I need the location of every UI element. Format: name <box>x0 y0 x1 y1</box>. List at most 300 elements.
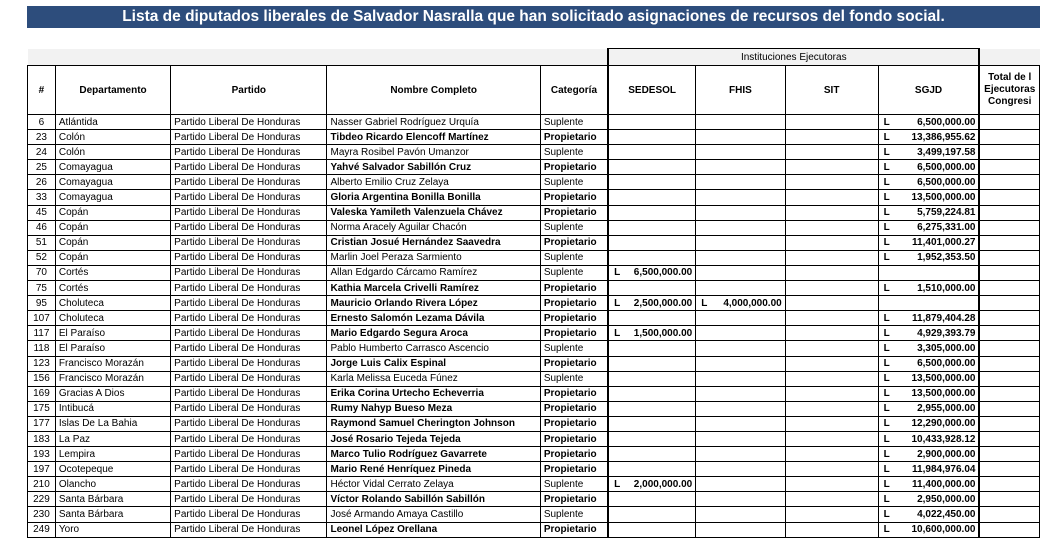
departamento-cell: Atlántida <box>55 115 170 130</box>
row-number: 193 <box>28 447 56 462</box>
currency-symbol: L <box>883 508 890 520</box>
row-number: 169 <box>28 386 56 401</box>
currency-symbol: L <box>883 176 890 188</box>
sit-cell <box>785 371 878 386</box>
row-number: 46 <box>28 220 56 235</box>
fhis-cell <box>696 386 786 401</box>
sedesol-cell <box>608 235 696 250</box>
currency-symbol: L <box>614 327 621 339</box>
categoria-cell: Propietario <box>540 205 608 220</box>
categoria-cell: Suplente <box>540 175 608 190</box>
total-cell <box>979 190 1039 205</box>
sgjd-cell <box>878 326 979 341</box>
row-number: 51 <box>28 235 56 250</box>
row-number: 24 <box>28 145 56 160</box>
departamento-cell: Intibucá <box>55 401 170 416</box>
currency-symbol: L <box>883 493 890 505</box>
col-header-total <box>979 66 1039 115</box>
sit-cell <box>785 130 878 145</box>
sgjd-amount: 13,500,000.00 <box>911 373 976 385</box>
sit-cell <box>785 265 878 280</box>
currency-symbol: L <box>614 297 621 309</box>
currency-symbol: L <box>883 433 890 445</box>
total-cell <box>979 522 1039 537</box>
categoria-cell: Suplente <box>540 115 608 130</box>
currency-symbol: L <box>883 358 890 370</box>
table-row <box>28 115 1040 130</box>
sedesol-cell <box>608 371 696 386</box>
departamento-cell: Gracias A Dios <box>55 386 170 401</box>
total-header-line: Ejecutoras <box>984 84 1036 95</box>
currency-symbol: L <box>883 207 890 219</box>
partido-cell: Partido Liberal De Honduras <box>171 311 327 326</box>
departamento-cell: Colón <box>55 145 170 160</box>
sedesol-cell <box>608 326 696 341</box>
currency-symbol: L <box>883 131 890 143</box>
sgjd-amount: 12,290,000.00 <box>911 418 976 430</box>
categoria-cell: Propietario <box>540 416 608 431</box>
categoria-cell: Suplente <box>540 220 608 235</box>
total-cell <box>979 431 1039 446</box>
partido-cell: Partido Liberal De Honduras <box>171 220 327 235</box>
sgjd-cell <box>878 205 979 220</box>
fhis-cell <box>696 326 786 341</box>
nombre-cell: Mauricio Orlando Rivera López <box>327 296 540 311</box>
sedesol-cell <box>608 145 696 160</box>
nombre-cell: Norma Aracely Aguilar Chacón <box>327 220 540 235</box>
fhis-cell <box>696 492 786 507</box>
nombre-cell: Valeska Yamileth Valenzuela Chávez <box>327 205 540 220</box>
partido-cell: Partido Liberal De Honduras <box>171 175 327 190</box>
row-number: 175 <box>28 401 56 416</box>
sgjd-cell <box>878 416 979 431</box>
partido-cell: Partido Liberal De Honduras <box>171 235 327 250</box>
categoria-cell: Propietario <box>540 235 608 250</box>
sgjd-amount: 11,984,976.04 <box>912 463 976 475</box>
categoria-cell: Propietario <box>540 311 608 326</box>
sgjd-cell <box>878 371 979 386</box>
row-number: 230 <box>28 507 56 522</box>
sedesol-cell <box>608 386 696 401</box>
departamento-cell: El Paraíso <box>55 326 170 341</box>
sit-cell <box>785 477 878 492</box>
table-row <box>28 492 1040 507</box>
categoria-cell: Suplente <box>540 507 608 522</box>
currency-symbol: L <box>883 327 890 339</box>
nombre-cell: Karla Melissa Euceda Fúnez <box>327 371 540 386</box>
sgjd-amount: 1,510,000.00 <box>917 282 976 294</box>
sgjd-cell <box>878 507 979 522</box>
table-row <box>28 507 1040 522</box>
table-row <box>28 462 1040 477</box>
categoria-cell: Suplente <box>540 265 608 280</box>
sedesol-cell <box>608 190 696 205</box>
nombre-cell: Leonel López Orellana <box>327 522 540 537</box>
sit-cell <box>785 386 878 401</box>
col-header-sit: SIT <box>785 66 878 115</box>
fhis-cell <box>696 190 786 205</box>
partido-cell: Partido Liberal De Honduras <box>171 431 327 446</box>
fhis-cell <box>696 281 786 296</box>
sit-cell <box>785 220 878 235</box>
nombre-cell: Ernesto Salomón Lezama Dávila <box>327 311 540 326</box>
departamento-cell: Copán <box>55 220 170 235</box>
total-cell <box>979 311 1039 326</box>
departamento-cell: Comayagua <box>55 175 170 190</box>
row-number: 117 <box>28 326 56 341</box>
sgjd-amount: 5,759,224.81 <box>917 207 976 219</box>
sedesol-cell <box>608 311 696 326</box>
sedesol-cell <box>608 477 696 492</box>
row-number: 183 <box>28 431 56 446</box>
nombre-cell: Marco Tulio Rodríguez Gavarrete <box>327 447 540 462</box>
nombre-cell: Pablo Humberto Carrasco Ascencio <box>327 341 540 356</box>
categoria-cell: Propietario <box>540 356 608 371</box>
fhis-cell <box>696 160 786 175</box>
nombre-cell: Alberto Emilio Cruz Zelaya <box>327 175 540 190</box>
sgjd-amount: 6,500,000.00 <box>917 358 976 370</box>
total-cell <box>979 145 1039 160</box>
sgjd-amount: 6,500,000.00 <box>917 116 976 128</box>
partido-cell: Partido Liberal De Honduras <box>171 115 327 130</box>
total-cell <box>979 341 1039 356</box>
table-row <box>28 311 1040 326</box>
row-number: 23 <box>28 130 56 145</box>
fhis-cell <box>696 477 786 492</box>
nombre-cell: Jorge Luis Calix Espinal <box>327 356 540 371</box>
sit-cell <box>785 145 878 160</box>
categoria-cell: Propietario <box>540 431 608 446</box>
departamento-cell: Choluteca <box>55 311 170 326</box>
total-cell <box>979 477 1039 492</box>
sgjd-cell <box>878 130 979 145</box>
fhis-cell <box>696 356 786 371</box>
sgjd-cell <box>878 311 979 326</box>
partido-cell: Partido Liberal De Honduras <box>171 296 327 311</box>
row-number: 95 <box>28 296 56 311</box>
sedesol-amount: 2,000,000.00 <box>633 478 693 490</box>
sit-cell <box>785 341 878 356</box>
departamento-cell: Santa Bárbara <box>55 507 170 522</box>
currency-symbol: L <box>883 478 890 490</box>
sedesol-cell <box>608 522 696 537</box>
fhis-cell <box>696 462 786 477</box>
currency-symbol: L <box>883 252 890 264</box>
sgjd-cell <box>878 431 979 446</box>
total-cell <box>979 220 1039 235</box>
sit-cell <box>785 296 878 311</box>
fhis-cell <box>696 401 786 416</box>
total-cell <box>979 281 1039 296</box>
departamento-cell: Lempira <box>55 447 170 462</box>
departamento-cell: Comayagua <box>55 160 170 175</box>
nombre-cell: Mayra Rosibel Pavón Umanzor <box>327 145 540 160</box>
total-cell <box>979 160 1039 175</box>
table-row <box>28 326 1040 341</box>
total-cell <box>979 371 1039 386</box>
fhis-cell <box>696 416 786 431</box>
fhis-cell <box>696 130 786 145</box>
total-cell <box>979 386 1039 401</box>
currency-symbol: L <box>614 478 621 490</box>
currency-symbol: L <box>883 342 890 354</box>
sgjd-amount: 6,500,000.00 <box>917 161 976 173</box>
nombre-cell: Erika Corina Urtecho Echeverria <box>327 386 540 401</box>
currency-symbol: L <box>701 297 708 309</box>
total-cell <box>979 401 1039 416</box>
row-number: 107 <box>28 311 56 326</box>
table-row <box>28 386 1040 401</box>
fhis-cell <box>696 447 786 462</box>
table-row <box>28 205 1040 220</box>
categoria-cell: Propietario <box>540 296 608 311</box>
row-number: 70 <box>28 265 56 280</box>
table-row <box>28 356 1040 371</box>
sedesol-cell <box>608 431 696 446</box>
departamento-cell: Choluteca <box>55 296 170 311</box>
sedesol-amount: 6,500,000.00 <box>633 267 693 279</box>
row-number: 52 <box>28 250 56 265</box>
sit-cell <box>785 492 878 507</box>
fhis-cell <box>696 265 786 280</box>
total-cell <box>979 296 1039 311</box>
table-row <box>28 522 1040 537</box>
sedesol-cell <box>608 115 696 130</box>
col-header-nombre: Nombre Completo <box>327 66 540 115</box>
table-row <box>28 235 1040 250</box>
col-header-number: # <box>28 66 56 115</box>
partido-cell: Partido Liberal De Honduras <box>171 462 327 477</box>
sgjd-amount: 10,600,000.00 <box>911 524 976 536</box>
fhis-cell <box>696 250 786 265</box>
total-cell <box>979 175 1039 190</box>
table-row <box>28 281 1040 296</box>
currency-symbol: L <box>883 116 890 128</box>
sedesol-cell <box>608 250 696 265</box>
institutions-group-header: Instituciones Ejecutoras <box>608 49 979 66</box>
partido-cell: Partido Liberal De Honduras <box>171 130 327 145</box>
sedesol-cell <box>608 401 696 416</box>
total-cell <box>979 250 1039 265</box>
total-cell <box>979 205 1039 220</box>
partido-cell: Partido Liberal De Honduras <box>171 386 327 401</box>
sedesol-cell <box>608 492 696 507</box>
partido-cell: Partido Liberal De Honduras <box>171 356 327 371</box>
currency-symbol: L <box>883 403 890 415</box>
sgjd-cell <box>878 175 979 190</box>
sit-cell <box>785 522 878 537</box>
col-header-sedesol: SEDESOL <box>608 66 696 115</box>
sedesol-cell <box>608 356 696 371</box>
nombre-cell: Mario René Henríquez Pineda <box>327 462 540 477</box>
departamento-cell: Cortés <box>55 281 170 296</box>
nombre-cell: Mario Edgardo Segura Aroca <box>327 326 540 341</box>
table-row <box>28 145 1040 160</box>
sgjd-amount: 2,950,000.00 <box>917 493 976 505</box>
sedesol-amount: 1,500,000.00 <box>633 327 693 339</box>
currency-symbol: L <box>883 373 890 385</box>
total-cell <box>979 492 1039 507</box>
total-cell <box>979 507 1039 522</box>
sgjd-amount: 2,955,000.00 <box>917 403 976 415</box>
sgjd-amount: 13,386,955.62 <box>911 131 976 143</box>
fhis-cell <box>696 296 786 311</box>
sit-cell <box>785 462 878 477</box>
row-number: 6 <box>28 115 56 130</box>
currency-symbol: L <box>883 388 890 400</box>
sit-cell <box>785 416 878 431</box>
sgjd-amount: 4,929,393.79 <box>917 327 976 339</box>
sgjd-cell <box>878 190 979 205</box>
departamento-cell: Colón <box>55 130 170 145</box>
currency-symbol: L <box>883 146 890 158</box>
sgjd-amount: 11,400,000.00 <box>912 478 976 490</box>
total-cell <box>979 115 1039 130</box>
partido-cell: Partido Liberal De Honduras <box>171 447 327 462</box>
sedesol-cell <box>608 447 696 462</box>
sgjd-cell <box>878 296 979 311</box>
categoria-cell: Propietario <box>540 492 608 507</box>
partido-cell: Partido Liberal De Honduras <box>171 401 327 416</box>
sgjd-cell <box>878 447 979 462</box>
categoria-cell: Suplente <box>540 145 608 160</box>
departamento-cell: La Paz <box>55 431 170 446</box>
departamento-cell: Comayagua <box>55 190 170 205</box>
partido-cell: Partido Liberal De Honduras <box>171 205 327 220</box>
partido-cell: Partido Liberal De Honduras <box>171 250 327 265</box>
fhis-cell <box>696 235 786 250</box>
currency-symbol: L <box>883 282 890 294</box>
table-row <box>28 250 1040 265</box>
sedesol-cell <box>608 130 696 145</box>
sgjd-amount: 6,500,000.00 <box>917 176 976 188</box>
categoria-cell: Propietario <box>540 281 608 296</box>
departamento-cell: Copán <box>55 235 170 250</box>
departamento-cell: Francisco Morazán <box>55 371 170 386</box>
fhis-cell <box>696 431 786 446</box>
sedesol-cell <box>608 205 696 220</box>
deputies-table <box>27 48 1040 538</box>
table-row <box>28 190 1040 205</box>
nombre-cell: Tibdeo Ricardo Elencoff Martínez <box>327 130 540 145</box>
nombre-cell: José Armando Amaya Castillo <box>327 507 540 522</box>
sedesol-cell <box>608 160 696 175</box>
col-header-partido: Partido <box>171 66 327 115</box>
nombre-cell: Kathia Marcela Crivelli Ramírez <box>327 281 540 296</box>
nombre-cell: Víctor Rolando Sabillón Sabillón <box>327 492 540 507</box>
nombre-cell: Cristian Josué Hernández Saavedra <box>327 235 540 250</box>
col-header-categoria: Categoría <box>540 66 608 115</box>
sgjd-cell <box>878 235 979 250</box>
currency-symbol: L <box>883 161 890 173</box>
sgjd-cell <box>878 220 979 235</box>
row-number: 249 <box>28 522 56 537</box>
sit-cell <box>785 281 878 296</box>
total-cell <box>979 416 1039 431</box>
categoria-cell: Suplente <box>540 477 608 492</box>
total-cell <box>979 447 1039 462</box>
sgjd-amount: 11,401,000.27 <box>912 237 976 249</box>
sit-cell <box>785 326 878 341</box>
currency-symbol: L <box>883 448 890 460</box>
categoria-cell: Propietario <box>540 326 608 341</box>
row-number: 26 <box>28 175 56 190</box>
sgjd-amount: 13,500,000.00 <box>911 388 976 400</box>
row-number: 197 <box>28 462 56 477</box>
partido-cell: Partido Liberal De Honduras <box>171 265 327 280</box>
sgjd-cell <box>878 281 979 296</box>
table-row <box>28 401 1040 416</box>
departamento-cell: Copán <box>55 250 170 265</box>
sgjd-cell <box>878 265 979 280</box>
categoria-cell: Propietario <box>540 160 608 175</box>
fhis-cell <box>696 145 786 160</box>
row-number: 156 <box>28 371 56 386</box>
sit-cell <box>785 175 878 190</box>
fhis-amount: 4,000,000.00 <box>723 297 782 309</box>
categoria-cell: Propietario <box>540 447 608 462</box>
sgjd-amount: 1,952,353.50 <box>917 252 976 264</box>
sit-cell <box>785 447 878 462</box>
departamento-cell: Cortés <box>55 265 170 280</box>
partido-cell: Partido Liberal De Honduras <box>171 326 327 341</box>
total-cell <box>979 130 1039 145</box>
col-header-sgjd: SGJD <box>878 66 979 115</box>
sgjd-amount: 10,433,928.12 <box>911 433 976 445</box>
total-cell <box>979 462 1039 477</box>
departamento-cell: Francisco Morazán <box>55 356 170 371</box>
currency-symbol: L <box>883 192 890 204</box>
currency-symbol: L <box>883 418 890 430</box>
fhis-cell <box>696 341 786 356</box>
col-header-departamento: Departamento <box>55 66 170 115</box>
partido-cell: Partido Liberal De Honduras <box>171 160 327 175</box>
nombre-cell: Nasser Gabriel Rodríguez Urquía <box>327 115 540 130</box>
table-row <box>28 477 1040 492</box>
categoria-cell: Suplente <box>540 250 608 265</box>
categoria-cell: Propietario <box>540 386 608 401</box>
partido-cell: Partido Liberal De Honduras <box>171 190 327 205</box>
sit-cell <box>785 250 878 265</box>
table-row <box>28 431 1040 446</box>
row-number: 33 <box>28 190 56 205</box>
nombre-cell: Héctor Vidal Cerrato Zelaya <box>327 477 540 492</box>
fhis-cell <box>696 205 786 220</box>
sgjd-cell <box>878 462 979 477</box>
nombre-cell: Yahvé Salvador Sabillón Cruz <box>327 160 540 175</box>
categoria-cell: Propietario <box>540 462 608 477</box>
row-number: 118 <box>28 341 56 356</box>
sedesol-cell <box>608 462 696 477</box>
departamento-cell: Olancho <box>55 477 170 492</box>
sit-cell <box>785 431 878 446</box>
departamento-cell: Ocotepeque <box>55 462 170 477</box>
document-title: Lista de diputados liberales de Salvador Nasralla que han solicitado asignaciones de recursos del fondo social. <box>27 6 1040 28</box>
table-row <box>28 447 1040 462</box>
sedesol-cell <box>608 296 696 311</box>
row-number: 210 <box>28 477 56 492</box>
categoria-cell: Propietario <box>540 190 608 205</box>
total-cell <box>979 235 1039 250</box>
table-row <box>28 416 1040 431</box>
fhis-cell <box>696 175 786 190</box>
categoria-cell: Propietario <box>540 130 608 145</box>
partido-cell: Partido Liberal De Honduras <box>171 477 327 492</box>
partido-cell: Partido Liberal De Honduras <box>171 371 327 386</box>
sgjd-cell <box>878 401 979 416</box>
sgjd-amount: 3,499,197.58 <box>917 146 976 158</box>
sit-cell <box>785 311 878 326</box>
